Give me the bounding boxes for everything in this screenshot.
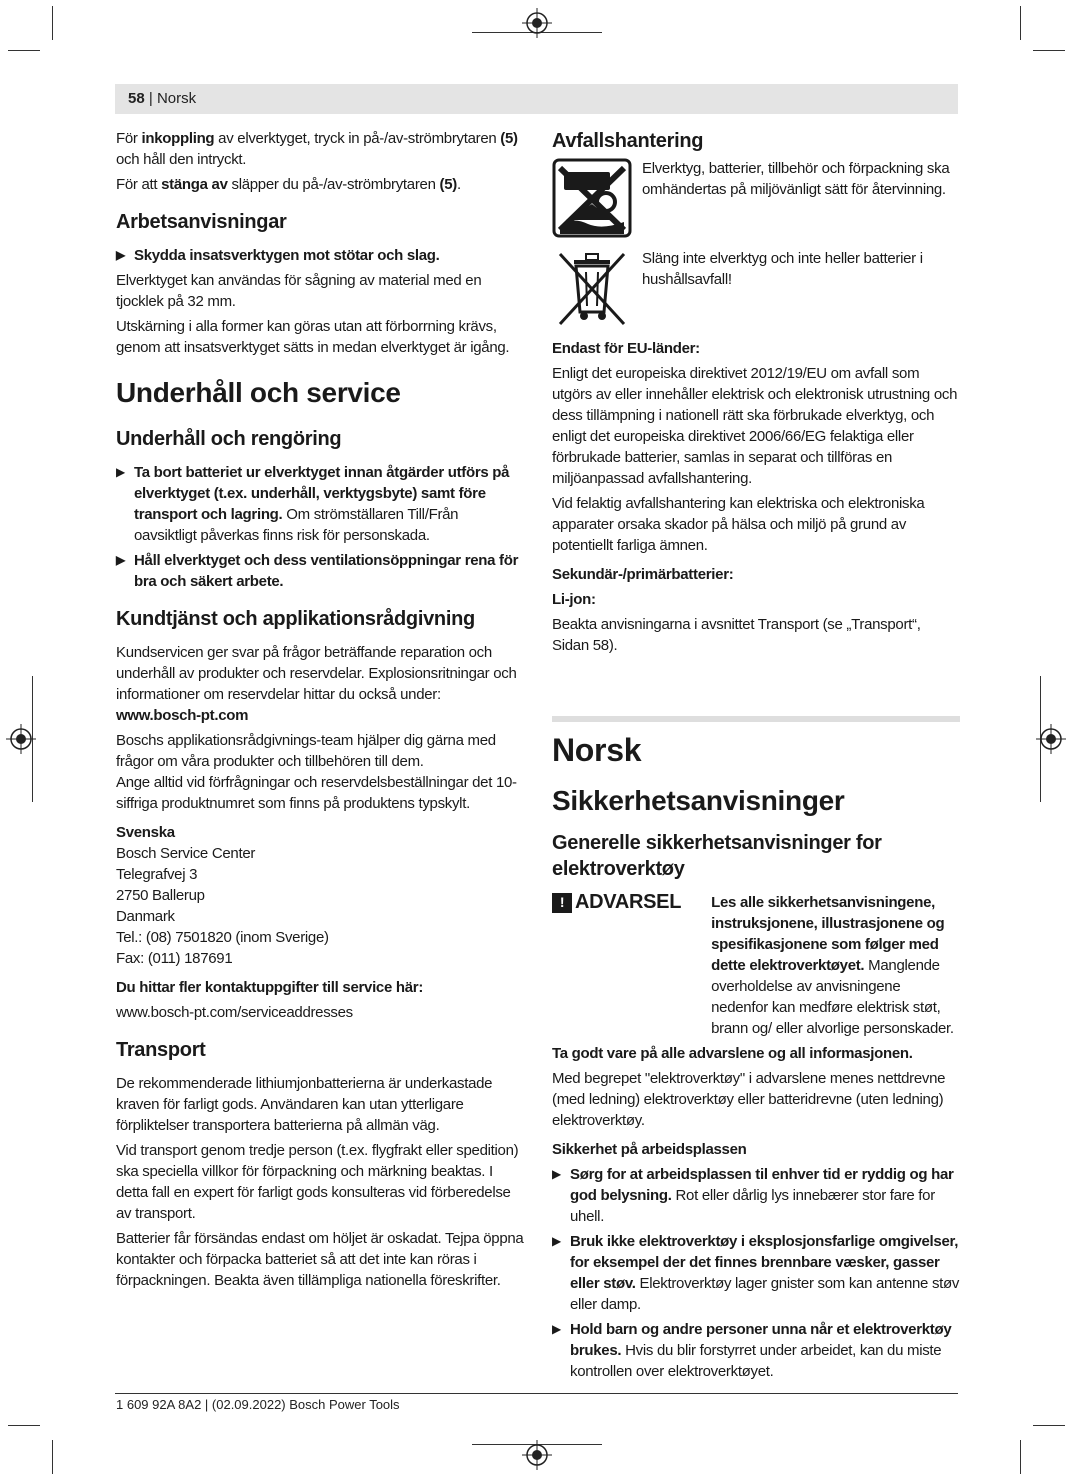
paragraph: Vid felaktig avfallshantering kan elektriska och elektroniska apparater orsaka skador på hälsa och miljö på grund av potentiellt farliga ämnen. xyxy=(552,495,925,554)
paragraph: Utskärning i alla former kan göras utan att förborrning krävs, genom att insatsverktyget sätts in medan elverktyget är igång. xyxy=(116,318,510,356)
right-column xyxy=(552,128,960,1386)
recycling-row xyxy=(552,158,960,238)
bin-row xyxy=(552,248,960,328)
crop-mark xyxy=(1033,50,1065,51)
section-heading: Kundtjänst och applikationsrådgivning xyxy=(116,608,475,630)
intro-paragraph: För att stänga av släpper du på-/av-strömbrytaren (5). xyxy=(116,176,461,193)
page-header xyxy=(128,90,196,107)
registration-mark-icon xyxy=(522,8,552,38)
paragraph: Boschs applikationsrådgivnings-team hjälper dig gärna med frågor om våra produkter och tillbehören till dem. xyxy=(116,732,496,770)
recycling-text: Elverktyg, batterier, tillbehör och förpackning ska omhändertas på miljövänligt sätt för återvinning. xyxy=(642,160,950,198)
address-line: Telegrafvej 3 xyxy=(116,866,198,883)
warning-text: Les alle sikkerhetsanvisningene, instruksjonene, illustrasjonene og spesifikasjonene som følger med dette elektroverktøyet. Manglende overholdelse av anvisningene nedenfor kan medføre elektrisk støt, brann og/ eller alvorlige personskader. xyxy=(711,894,954,1037)
warning-badge xyxy=(552,892,681,913)
subsection-heading: Sikkerhet på arbeidsplassen xyxy=(552,1141,747,1158)
address-line: Danmark xyxy=(116,908,175,925)
section-heading: Avfallshantering xyxy=(552,130,704,152)
keep-warnings: Ta godt vare på alle advarslene og all informasjonen. xyxy=(552,1045,913,1062)
crop-mark xyxy=(8,50,40,51)
header-language: Norsk xyxy=(156,90,197,107)
section-heading: Transport xyxy=(116,1039,206,1061)
crop-mark xyxy=(52,1440,53,1474)
paragraph: Enligt det europeiska direktivet 2012/19/EU om avfall som utgörs av eller innehåller elektrisk och elektronisk utrustning och dess tillämpning i nationell rätt ska förbrukade elverktyg, och enligt det europeiska direktivet 2006/66/EG felaktiga eller förbrukade batterier, samlas in separat och tillföras en miljöanpassad avfallshantering. xyxy=(552,365,958,487)
registration-mark-icon xyxy=(6,724,36,754)
registration-mark-icon xyxy=(1036,724,1066,754)
language-heading: Norsk xyxy=(552,732,642,768)
section-heading: Generelle sikkerhetsanvisninger for elektroverktøy xyxy=(552,832,882,880)
eu-heading: Endast för EU-länder: xyxy=(552,340,700,357)
page-number: 58 xyxy=(128,90,145,107)
paragraph: Ange alltid vid förfrågningar och reservdelsbeställningar det 10-siffriga produktnumret som finns på produktens typskylt. xyxy=(116,774,517,812)
crop-mark xyxy=(1033,1425,1065,1426)
warning-block xyxy=(552,892,960,1039)
liion-heading: Li-jon: xyxy=(552,591,596,608)
crop-mark xyxy=(52,6,53,40)
crop-mark xyxy=(8,1425,40,1426)
registration-mark-icon xyxy=(522,1440,552,1470)
paragraph: Batterier får försändas endast om höljet är oskadat. Tejpa öppna kontakter och förpacka batteriet så att det inte kan röras i förpackningen. Beakta även tillämpliga nationella föreskrifter. xyxy=(116,1230,524,1289)
recycle-disposal-icon xyxy=(552,158,632,238)
bullet-item: ▶ Håll elverktyget och dess ventilationsöppningar rena för bra och säkert arbete. xyxy=(116,550,524,592)
intro-paragraph: För inkoppling av elverktyget, tryck in på-/av-strömbrytaren (5) och håll den intryckt. xyxy=(116,130,518,168)
chapter-heading: Underhåll och service xyxy=(116,377,401,408)
section-divider xyxy=(552,716,960,722)
bullet-item: ▶ Hold barn og andre personer unna når et elektroverktøy brukes. Hvis du blir forstyrret under arbeidet, kan du miste kontrollen over elektroverktøyet. xyxy=(552,1319,960,1382)
footer-rule xyxy=(115,1393,958,1394)
paragraph: De rekommenderade lithiumjonbatterierna är underkastade kraven för farligt gods. Användaren kan utan ytterligare förpliktelser transportera batterierna på allmän väg. xyxy=(116,1075,493,1134)
left-column xyxy=(116,128,524,1295)
battery-heading: Sekundär-/primärbatterier: xyxy=(552,566,734,583)
warning-label: ADVARSEL xyxy=(575,891,682,913)
contact-more-label: Du hittar fler kontaktuppgifter till service här: xyxy=(116,979,424,996)
paragraph: Kundservicen ger svar på frågor beträffande reparation och underhåll av produkter och reservdelar. Explosionsritningar och informationer om reservdelar hittar du också under: xyxy=(116,644,517,703)
bin-text: Släng inte elverktyg och inte heller batterier i hushållsavfall! xyxy=(642,250,923,288)
address-line: Fax: (011) 187691 xyxy=(116,950,233,967)
header-separator: | xyxy=(148,90,153,107)
paragraph: Beakta anvisningarna i avsnittet Transport (se „Transport“, Sidan 58). xyxy=(552,616,921,654)
service-url: www.bosch-pt.com xyxy=(116,707,249,724)
address-line: Bosch Service Center xyxy=(116,845,256,862)
footer-text: 1 609 92A 8A2 | (02.09.2022) Bosch Power Tools xyxy=(116,1397,400,1412)
crop-mark xyxy=(1020,6,1021,40)
address-line: Tel.: (08) 7501820 (inom Sverige) xyxy=(116,929,329,946)
country-label: Svenska xyxy=(116,824,175,841)
bullet-item: ▶ Bruk ikke elektroverktøy i eksplosjonsfarlige omgivelser, for eksempel der det finnes brennbare væsker, gasser eller støv. Elektroverktøy lager gnister som kan antenne støv eller damp. xyxy=(552,1231,960,1315)
bullet-item: ▶ Sørg for at arbeidsplassen til enhver tid er ryddig og har god belysning. Rot eller dårlig lys innebærer stor fare for uhell. xyxy=(552,1164,960,1227)
section-heading: Underhåll och rengöring xyxy=(116,428,342,450)
paragraph: Med begrepet "elektroverktøy" i advarslene menes nettdrevne (med ledning) elektroverktøy eller batteridrevne (uten ledning) elektroverktøy. xyxy=(552,1070,946,1129)
crossed-bin-icon xyxy=(552,248,632,328)
address-line: 2750 Ballerup xyxy=(116,887,205,904)
warning-triangle-icon: ! xyxy=(552,893,572,913)
crop-mark xyxy=(1020,1440,1021,1474)
section-heading: Arbetsanvisningar xyxy=(116,211,287,233)
address-block xyxy=(116,843,524,969)
paragraph: Vid transport genom tredje person (t.ex. flygfrakt eller spedition) ska speciella villkor för förpackning och märkning beaktas. I detta fall en expert för farligt gods konsulteras vid förberedelse av transport. xyxy=(116,1142,519,1222)
service-addresses-url: www.bosch-pt.com/serviceaddresses xyxy=(116,1004,353,1021)
header-band xyxy=(115,84,958,114)
bullet-item: ▶ Skydda insatsverktygen mot stötar och slag. xyxy=(116,245,524,266)
chapter-heading: Sikkerhetsanvisninger xyxy=(552,785,845,816)
bullet-item: ▶ Ta bort batteriet ur elverktyget innan åtgärder utförs på elverktyget (t.ex. underhåll, verktygsbyte) samt före transport och lagring. Om strömställaren Till/Från oavsiktligt påverkas finns risk för personskada. xyxy=(116,462,524,546)
paragraph: Elverktyget kan användas för sågning av material med en tjocklek på 32 mm. xyxy=(116,272,482,310)
